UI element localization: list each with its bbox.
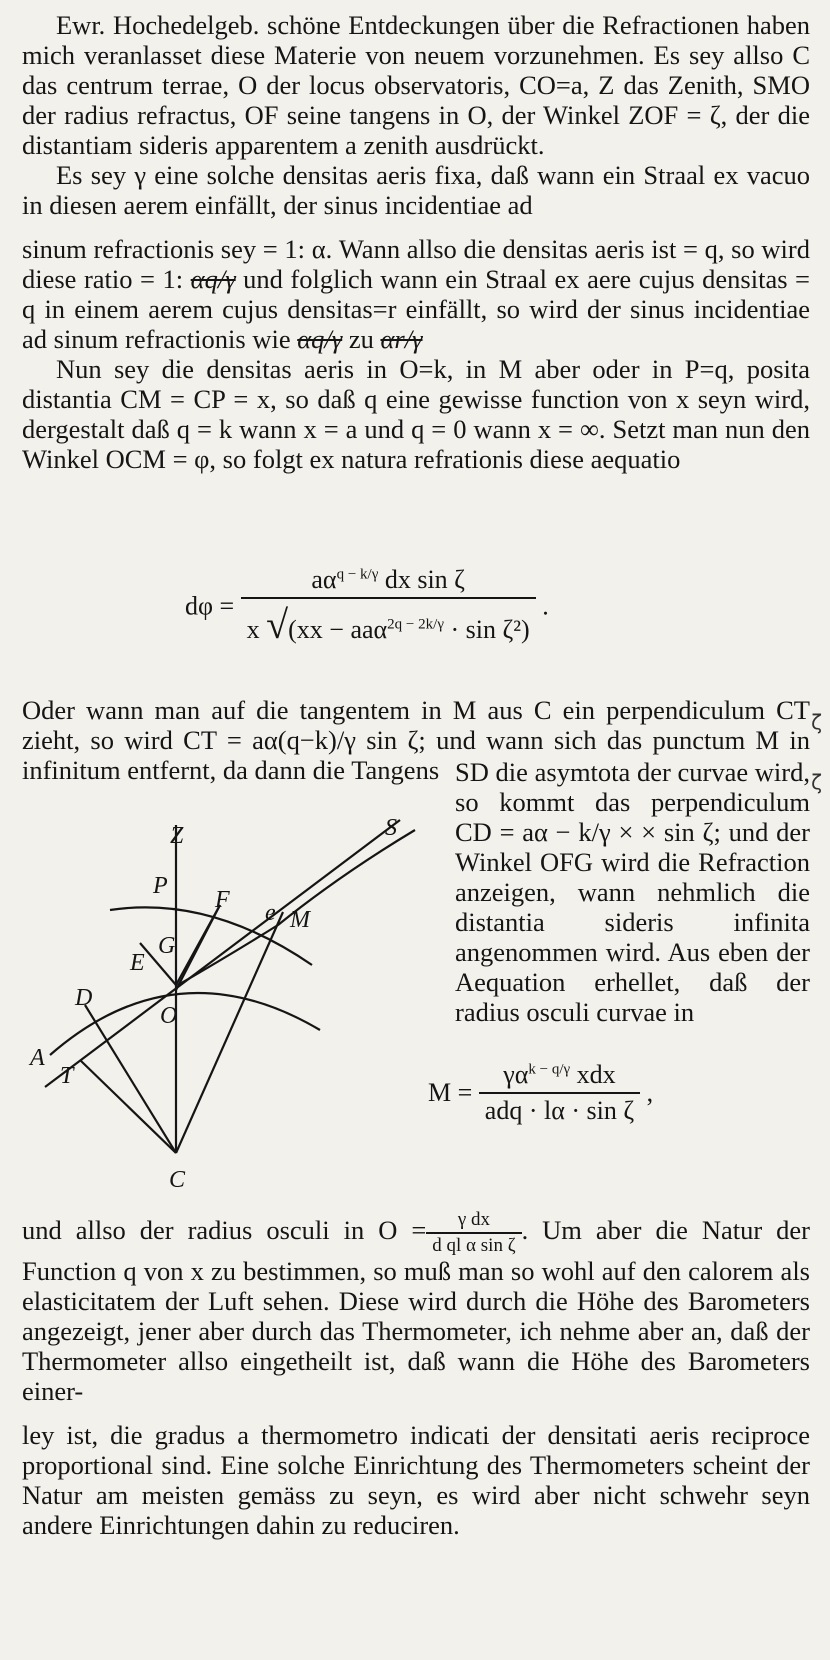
equation-dphi <box>185 565 549 648</box>
eq3-denominator: d ql α sin ζ <box>432 1235 516 1256</box>
label-z: Z <box>170 823 184 849</box>
refraction-diagram <box>20 815 440 1215</box>
eq1-num-rest: dx sin ζ <box>384 565 465 594</box>
eq2-num-exp: k − q/γ <box>528 1061 571 1078</box>
text-block-bottom <box>22 1210 810 1540</box>
paragraph-6 <box>22 1210 810 1406</box>
equation-radius-m <box>428 1060 653 1126</box>
eq1-denominator: x √(xx − aaα$^{2q - 2k/\gamma}$ · sin ζ²) <box>246 602 530 647</box>
paragraph-3 <box>22 234 810 354</box>
paragraph-6-b: . Um aber die Natur der Function q von x zu bestimmen, so muß man so wohl auf den calorem als elasticitatem der Luft sehen. Diese wird durch die Höhe des Barometers angezeigt, jener aber durch das Thermometer, ich nehme aber an, daß der Thermometer allso eingetheilt ist, daß wann die Höhe des Barometers einer- <box>22 1215 810 1406</box>
eq3-fraction <box>426 1210 521 1256</box>
paragraph-3-a: sinum refractionis sey = 1: α. Wann allso die densitas aeris ist = q, so wird diese ratio = 1: <box>22 234 810 294</box>
margin-note-1: ζ <box>811 710 822 734</box>
struck-ratio-3: αr/γ <box>380 324 423 354</box>
eq2-lhs: M = <box>428 1078 473 1107</box>
label-o: O <box>160 1003 178 1029</box>
label-m: M <box>290 907 310 933</box>
right-column-text: SD die asymtota der curvae wird, so kommt das perpendiculum CD = aα − k/γ × × sin ζ; und der Winkel OFG wird die Refraction anzeigen, wann nehmlich die distantia sideris infinita angenommen wird. Aus eben der Aequation erhellet, daß der radius osculi curvae in <box>455 757 810 1027</box>
eq3-lhs: O = <box>378 1215 427 1246</box>
paragraph-6-a: und allso der radius osculi in <box>22 1215 379 1246</box>
paragraph-1: Ewr. Hochedelgeb. schöne Entdeckungen über die Refractionen haben mich veranlasset diese Materie von neuem vorzunehmen. Es sey allso C das centrum terrae, O der locus observatoris, CO=a, Z das Zenith, SMO der radius refractus, OF seine tangens in O, der Winkel ZOF = ζ, der die distantiam sideris apparentem a zenith ausdrückt. <box>22 10 810 160</box>
paragraph-3-c: zu <box>342 324 381 354</box>
paragraph-3-b: und folglich wann ein Straal ex aere cujus densitas = q in einem aerem cujus densitas=r einfällt, so wird der sinus incidentiae ad sinum refractionis wie <box>22 264 811 354</box>
eq2-exp-top: k − q <box>528 1061 560 1078</box>
eq1-fraction <box>241 565 536 648</box>
struck-ratio-2: αq/γ <box>297 324 343 354</box>
paragraph-2: Es sey γ eine solche densitas aeris fixa, daß wann ein Straal ex vacuo in diesen aerem einfällt, der sinus incidentiae ad <box>22 160 810 220</box>
label-a: A <box>30 1045 45 1071</box>
sqrt-sign: √ <box>266 602 289 647</box>
eq1-den-x: x <box>246 615 260 644</box>
paragraph-4: Nun sey die densitas aeris in O=k, in M aber oder in P=q, posita distantia CM = CP = x, so daß q eine gewisse function von x seyn wird, dergestalt daß q = k wann x = a und q = 0 wann x = ∞. Setzt man nun den Winkel OCM = φ, so folgt ex natura refrationis diese aequatio <box>22 354 810 474</box>
eq3-numerator: γ dx <box>426 1210 521 1234</box>
eq1-num-base: aα <box>311 565 337 594</box>
label-s: S <box>385 815 397 841</box>
paragraph-7: ley ist, die gradus a thermometro indicati der densitati aeris reciproce proportional sind. Eine solche Einrichtung des Thermometers scheint der Natur am meisten gemäss zu seyn, es wird aber nicht schwehr seyn andere Einrichtungen dahin zu reduciren. <box>22 1420 810 1540</box>
eq2-numerator <box>479 1060 640 1094</box>
margin-note-2: ζ <box>811 770 822 794</box>
label-d: D <box>75 985 93 1011</box>
eq1-lhs: dφ = <box>185 591 235 621</box>
eq1-period: . <box>542 591 549 621</box>
paragraph-5: Oder wann man auf die tangentem in M aus C ein perpendiculum CT zieht, so wird CT = aα(q−k)/γ sin ζ; und wann sich das punctum M in infinitum entfernt, da dann die Tangens <box>22 695 810 785</box>
eq2-num-rest: xdx <box>576 1060 616 1089</box>
eq1-num-exp-top: q − k <box>336 566 368 583</box>
eq1-den-exp-top: 2q − 2k <box>387 616 434 633</box>
eq2-comma: , <box>646 1078 654 1107</box>
line-g-f <box>176 905 220 990</box>
eq1-den-inner: xx − aaα <box>296 615 388 644</box>
eq2-fraction <box>479 1060 640 1126</box>
eq1-num-exp-den: γ <box>371 566 379 583</box>
label-g: G <box>158 933 176 959</box>
label-t: T <box>60 1063 74 1089</box>
label-c: C <box>169 1167 186 1193</box>
label-e: e <box>265 900 276 926</box>
struck-ratio-1: αq/γ <box>190 264 236 294</box>
eq1-num-exp: q − k/γ <box>336 566 379 583</box>
eq1-numerator <box>241 565 536 599</box>
eq2-denominator: adq · lα · sin ζ <box>484 1096 635 1125</box>
eq2-exp-den: γ <box>563 1061 571 1078</box>
eq1-den-exp-den: γ <box>437 616 444 633</box>
eq2-num-base: γα <box>503 1060 529 1089</box>
label-p: P <box>153 873 168 899</box>
eq1-den-exp: 2q − 2k/γ <box>387 616 444 633</box>
eq1-den-tail: · sin ζ² <box>450 615 522 644</box>
label-e-upper: E <box>130 950 145 976</box>
text-block-top <box>22 10 810 474</box>
label-f: F <box>215 887 230 913</box>
